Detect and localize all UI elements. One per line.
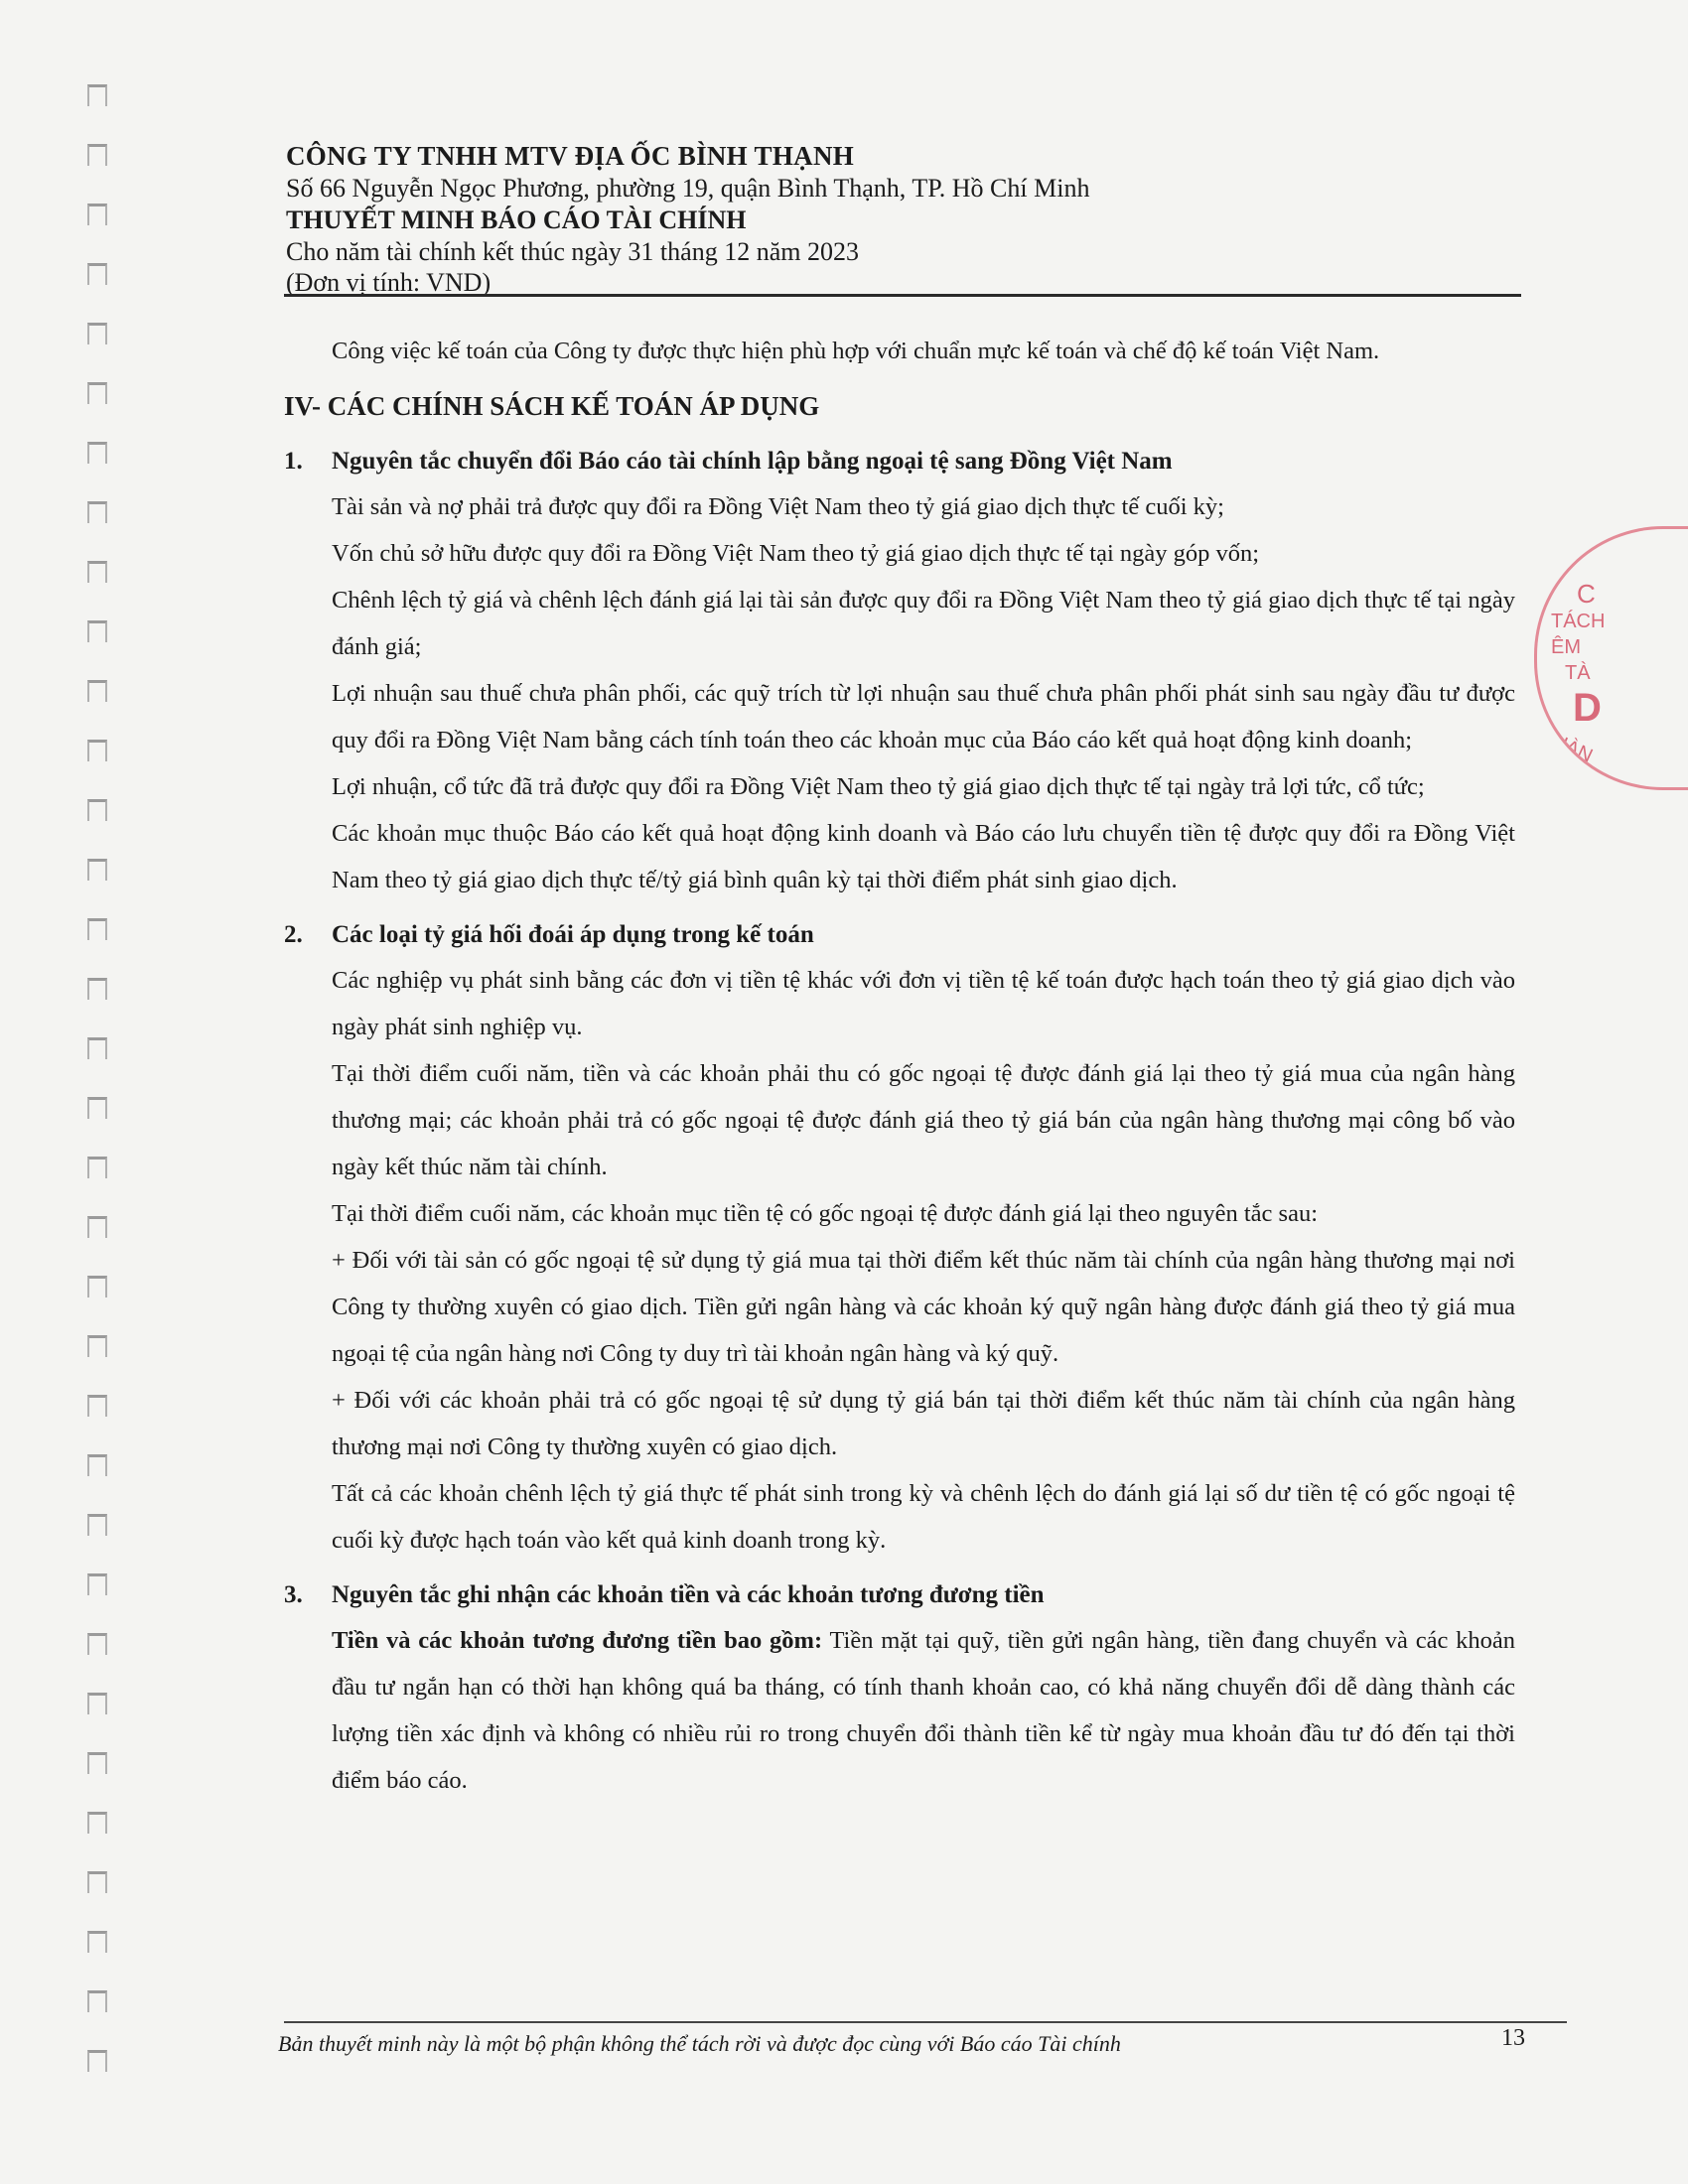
- report-title: THUYẾT MINH BÁO CÁO TÀI CHÍNH: [286, 205, 747, 234]
- paragraph: Tất cả các khoản chênh lệch tỷ giá thực tế phát sinh trong kỳ và chênh lệch do đánh giá lại số dư tiền tệ có gốc ngoại tệ cuối kỳ được hạch toán vào kết quả kinh doanh trong kỳ.: [332, 1480, 1515, 1554]
- document-body: [284, 328, 1515, 1804]
- subsection-heading: Nguyên tắc ghi nhận các khoản tiền và các khoản tương đương tiền: [332, 1581, 1045, 1608]
- paragraph-lead: Tiền và các khoản tương đương tiền bao gồm:: [332, 1627, 823, 1654]
- seal-text: D: [1573, 686, 1602, 730]
- binding-hole: [87, 799, 107, 821]
- paragraph: + Đối với tài sản có gốc ngoại tệ sử dụng tỷ giá mua tại thời điểm kết thúc năm tài chính của ngân hàng thương mại nơi Công ty thường xuyên có giao dịch. Tiền gửi ngân hàng và các khoản ký quỹ ngân hàng được đánh giá theo tỷ giá mua ngoại tệ của ngân hàng nơi Công ty duy trì tài khoản ngân hàng và ký quỹ.: [332, 1247, 1515, 1367]
- paragraph: Tại thời điểm cuối năm, các khoản mục tiền tệ có gốc ngoại tệ được đánh giá lại theo nguyên tắc sau:: [332, 1200, 1319, 1227]
- seal-text: C: [1577, 579, 1596, 609]
- binding-holes: [79, 84, 119, 2080]
- binding-hole: [87, 263, 107, 285]
- binding-hole: [87, 1752, 107, 1774]
- intro-paragraph: Công việc kế toán của Công ty được thực hiện phù hợp với chuẩn mực kế toán và chế độ kế toán Việt Nam.: [332, 338, 1380, 364]
- binding-hole: [87, 918, 107, 940]
- paragraph: Lợi nhuận sau thuế chưa phân phối, các quỹ trích từ lợi nhuận sau thuế chưa phân phối phát sinh sau ngày đầu tư được quy đổi ra Đồng Việt Nam bằng cách tính toán theo các khoản mục của Báo cáo kết quả hoạt động kinh doanh;: [332, 680, 1515, 753]
- binding-hole: [87, 1514, 107, 1536]
- currency-unit: (Đơn vị tính: VND): [286, 268, 492, 297]
- company-name: CÔNG TY TNHH MTV ĐỊA ỐC BÌNH THẠNH: [286, 141, 855, 171]
- binding-hole: [87, 1573, 107, 1595]
- document-header: [286, 139, 1517, 298]
- footer-note: Bản thuyết minh này là một bộ phận không thể tách rời và được đọc cùng với Báo cáo Tài chính: [278, 2031, 1121, 2056]
- page-number: 13: [1501, 2025, 1525, 2051]
- seal-text: ÊM: [1551, 636, 1581, 658]
- binding-hole: [87, 382, 107, 404]
- binding-hole: [87, 978, 107, 1000]
- subsection-number: 2.: [284, 921, 303, 948]
- paragraph: [284, 1617, 1515, 1804]
- seal-text: TÁCH: [1551, 611, 1606, 632]
- paragraph: Chênh lệch tỷ giá và chênh lệch đánh giá lại tài sản được quy đổi ra Đồng Việt Nam theo tỷ giá giao dịch thực tế tại ngày đánh giá;: [332, 587, 1515, 660]
- paragraph: Vốn chủ sở hữu được quy đổi ra Đồng Việt Nam theo tỷ giá giao dịch thực tế tại ngày góp vốn;: [332, 540, 1260, 567]
- paragraph: + Đối với các khoản phải trả có gốc ngoại tệ sử dụng tỷ giá bán tại thời điểm kết thúc năm tài chính của ngân hàng thương mại nơi Công ty thường xuyên có giao dịch.: [332, 1387, 1515, 1460]
- binding-hole: [87, 144, 107, 166]
- binding-hole: [87, 1633, 107, 1655]
- binding-hole: [87, 1335, 107, 1357]
- header-divider: [284, 294, 1521, 297]
- binding-hole: [87, 1931, 107, 1953]
- subsection-2-title: [284, 913, 1515, 957]
- binding-hole: [87, 2050, 107, 2072]
- paragraph: Các nghiệp vụ phát sinh bằng các đơn vị tiền tệ khác với đơn vị tiền tệ kế toán được hạch toán theo tỷ giá giao dịch vào ngày phát sinh nghiệp vụ.: [332, 967, 1515, 1040]
- binding-hole: [87, 859, 107, 881]
- binding-hole: [87, 1157, 107, 1178]
- subsection-1-title: [284, 440, 1515, 483]
- binding-hole: [87, 1276, 107, 1297]
- section-title: IV- CÁC CHÍNH SÁCH KẾ TOÁN ÁP DỤNG: [284, 391, 820, 421]
- binding-hole: [87, 680, 107, 702]
- paragraph-text: Tiền mặt tại quỹ, tiền gửi ngân hàng, tiền đang chuyển và các khoản đầu tư ngắn hạn có thời hạn không quá ba tháng, có tính thanh khoản cao, có khả năng chuyển đổi dễ dàng thành các lượng tiền xác định và không có nhiều rủi ro trong chuyển đổi thành tiền kể từ ngày mua khoản đầu tư đó đến tại thời điểm báo cáo.: [332, 1627, 1515, 1794]
- report-period: Cho năm tài chính kết thúc ngày 31 tháng 12 năm 2023: [286, 237, 859, 266]
- footer-divider: [284, 2021, 1567, 2023]
- binding-hole: [87, 1990, 107, 2012]
- company-address: Số 66 Nguyễn Ngọc Phương, phường 19, quận Bình Thạnh, TP. Hồ Chí Minh: [286, 174, 1090, 203]
- binding-hole: [87, 501, 107, 523]
- binding-hole: [87, 1037, 107, 1059]
- binding-hole: [87, 1454, 107, 1476]
- binding-hole: [87, 442, 107, 464]
- seal-text: 030: [1544, 541, 1583, 575]
- binding-hole: [87, 1693, 107, 1714]
- binding-hole: [87, 740, 107, 761]
- subsection-3-title: [284, 1573, 1515, 1617]
- binding-hole: [87, 1097, 107, 1119]
- binding-hole: [87, 1871, 107, 1893]
- seal-text: HÀN: [1548, 730, 1597, 767]
- binding-hole: [87, 1216, 107, 1238]
- paragraph: Tài sản và nợ phải trả được quy đổi ra Đồng Việt Nam theo tỷ giá giao dịch thực tế cuối kỳ;: [332, 493, 1224, 520]
- binding-hole: [87, 1395, 107, 1417]
- paragraph: Lợi nhuận, cổ tức đã trả được quy đổi ra Đồng Việt Nam theo tỷ giá giao dịch thực tế tại ngày trả lợi tức, cổ tức;: [332, 773, 1425, 800]
- seal-text: TÀ: [1565, 662, 1591, 684]
- binding-hole: [87, 204, 107, 225]
- binding-hole: [87, 561, 107, 583]
- binding-hole: [87, 1812, 107, 1834]
- paragraph: Tại thời điểm cuối năm, tiền và các khoản phải thu có gốc ngoại tệ được đánh giá lại theo tỷ giá mua của ngân hàng thương mại; các khoản phải trả có gốc ngoại tệ được đánh giá theo tỷ giá bán của ngân hàng thương mại công bố vào ngày kết thúc năm tài chính.: [332, 1060, 1515, 1180]
- binding-hole: [87, 323, 107, 344]
- binding-hole: [87, 84, 107, 106]
- subsection-heading: Nguyên tắc chuyển đổi Báo cáo tài chính lập bằng ngoại tệ sang Đồng Việt Nam: [332, 448, 1173, 475]
- subsection-heading: Các loại tỷ giá hối đoái áp dụng trong kế toán: [332, 921, 814, 948]
- subsection-number: 1.: [284, 448, 303, 475]
- subsection-number: 3.: [284, 1581, 303, 1608]
- paragraph: Các khoản mục thuộc Báo cáo kết quả hoạt động kinh doanh và Báo cáo lưu chuyển tiền tệ được quy đổi ra Đồng Việt Nam theo tỷ giá giao dịch thực tế/tỷ giá bình quân kỳ tại thời điểm phát sinh giao dịch.: [332, 820, 1515, 893]
- binding-hole: [87, 620, 107, 642]
- company-seal: [1534, 526, 1688, 790]
